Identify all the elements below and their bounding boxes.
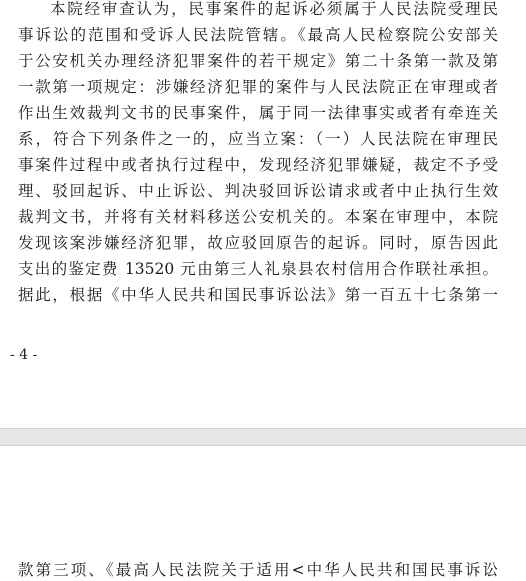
text-line: 据此，根据《中华人民共和国民事诉讼法》第一百五十七条第一 [18, 286, 498, 304]
text-line: 系，符合下列条件之一的，应当立案：（一）人民法院在审理民 [18, 130, 498, 148]
text-line: 事诉讼的范围和受诉人民法院管辖。《最高人民检察院公安部关 [18, 26, 498, 44]
page-separator [0, 428, 526, 446]
text-line: 于公安机关办理经济犯罪案件的若干规定》第二十条第一款及第 [18, 52, 498, 70]
text-line: 发现该案涉嫌经济犯罪，故应驳回原告的起诉。同时，原告因此 [18, 234, 498, 252]
text-line: 理、驳回起诉、中止诉讼、判决驳回诉讼请求或者中止执行生效 [18, 182, 498, 200]
text-line: 款第三项、《最高人民法院关于适用<中华人民共和国民事诉讼 [18, 561, 498, 579]
text-line: 本院经审查认为，民事案件的起诉必须属于人民法院受理民 [50, 0, 498, 18]
page-number: - 4 - [10, 347, 38, 363]
text-line: 支出的鉴定费 13520 元由第三人礼泉县农村信用合作联社承担。 [18, 260, 498, 278]
text-line: 事案件过程中或者执行过程中，发现经济犯罪嫌疑，裁定不予受 [18, 156, 498, 174]
text-line: 作出生效裁判文书的民事案件，属于同一法律事实或者有牵连关 [18, 104, 498, 122]
text-line: 裁判文书，并将有关材料移送公安机关的。本案在审理中，本院 [18, 208, 498, 226]
text-line: 一款第一项规定：涉嫌经济犯罪的案件与人民法院正在审理或者 [18, 78, 498, 96]
document-page-5 [0, 446, 526, 580]
